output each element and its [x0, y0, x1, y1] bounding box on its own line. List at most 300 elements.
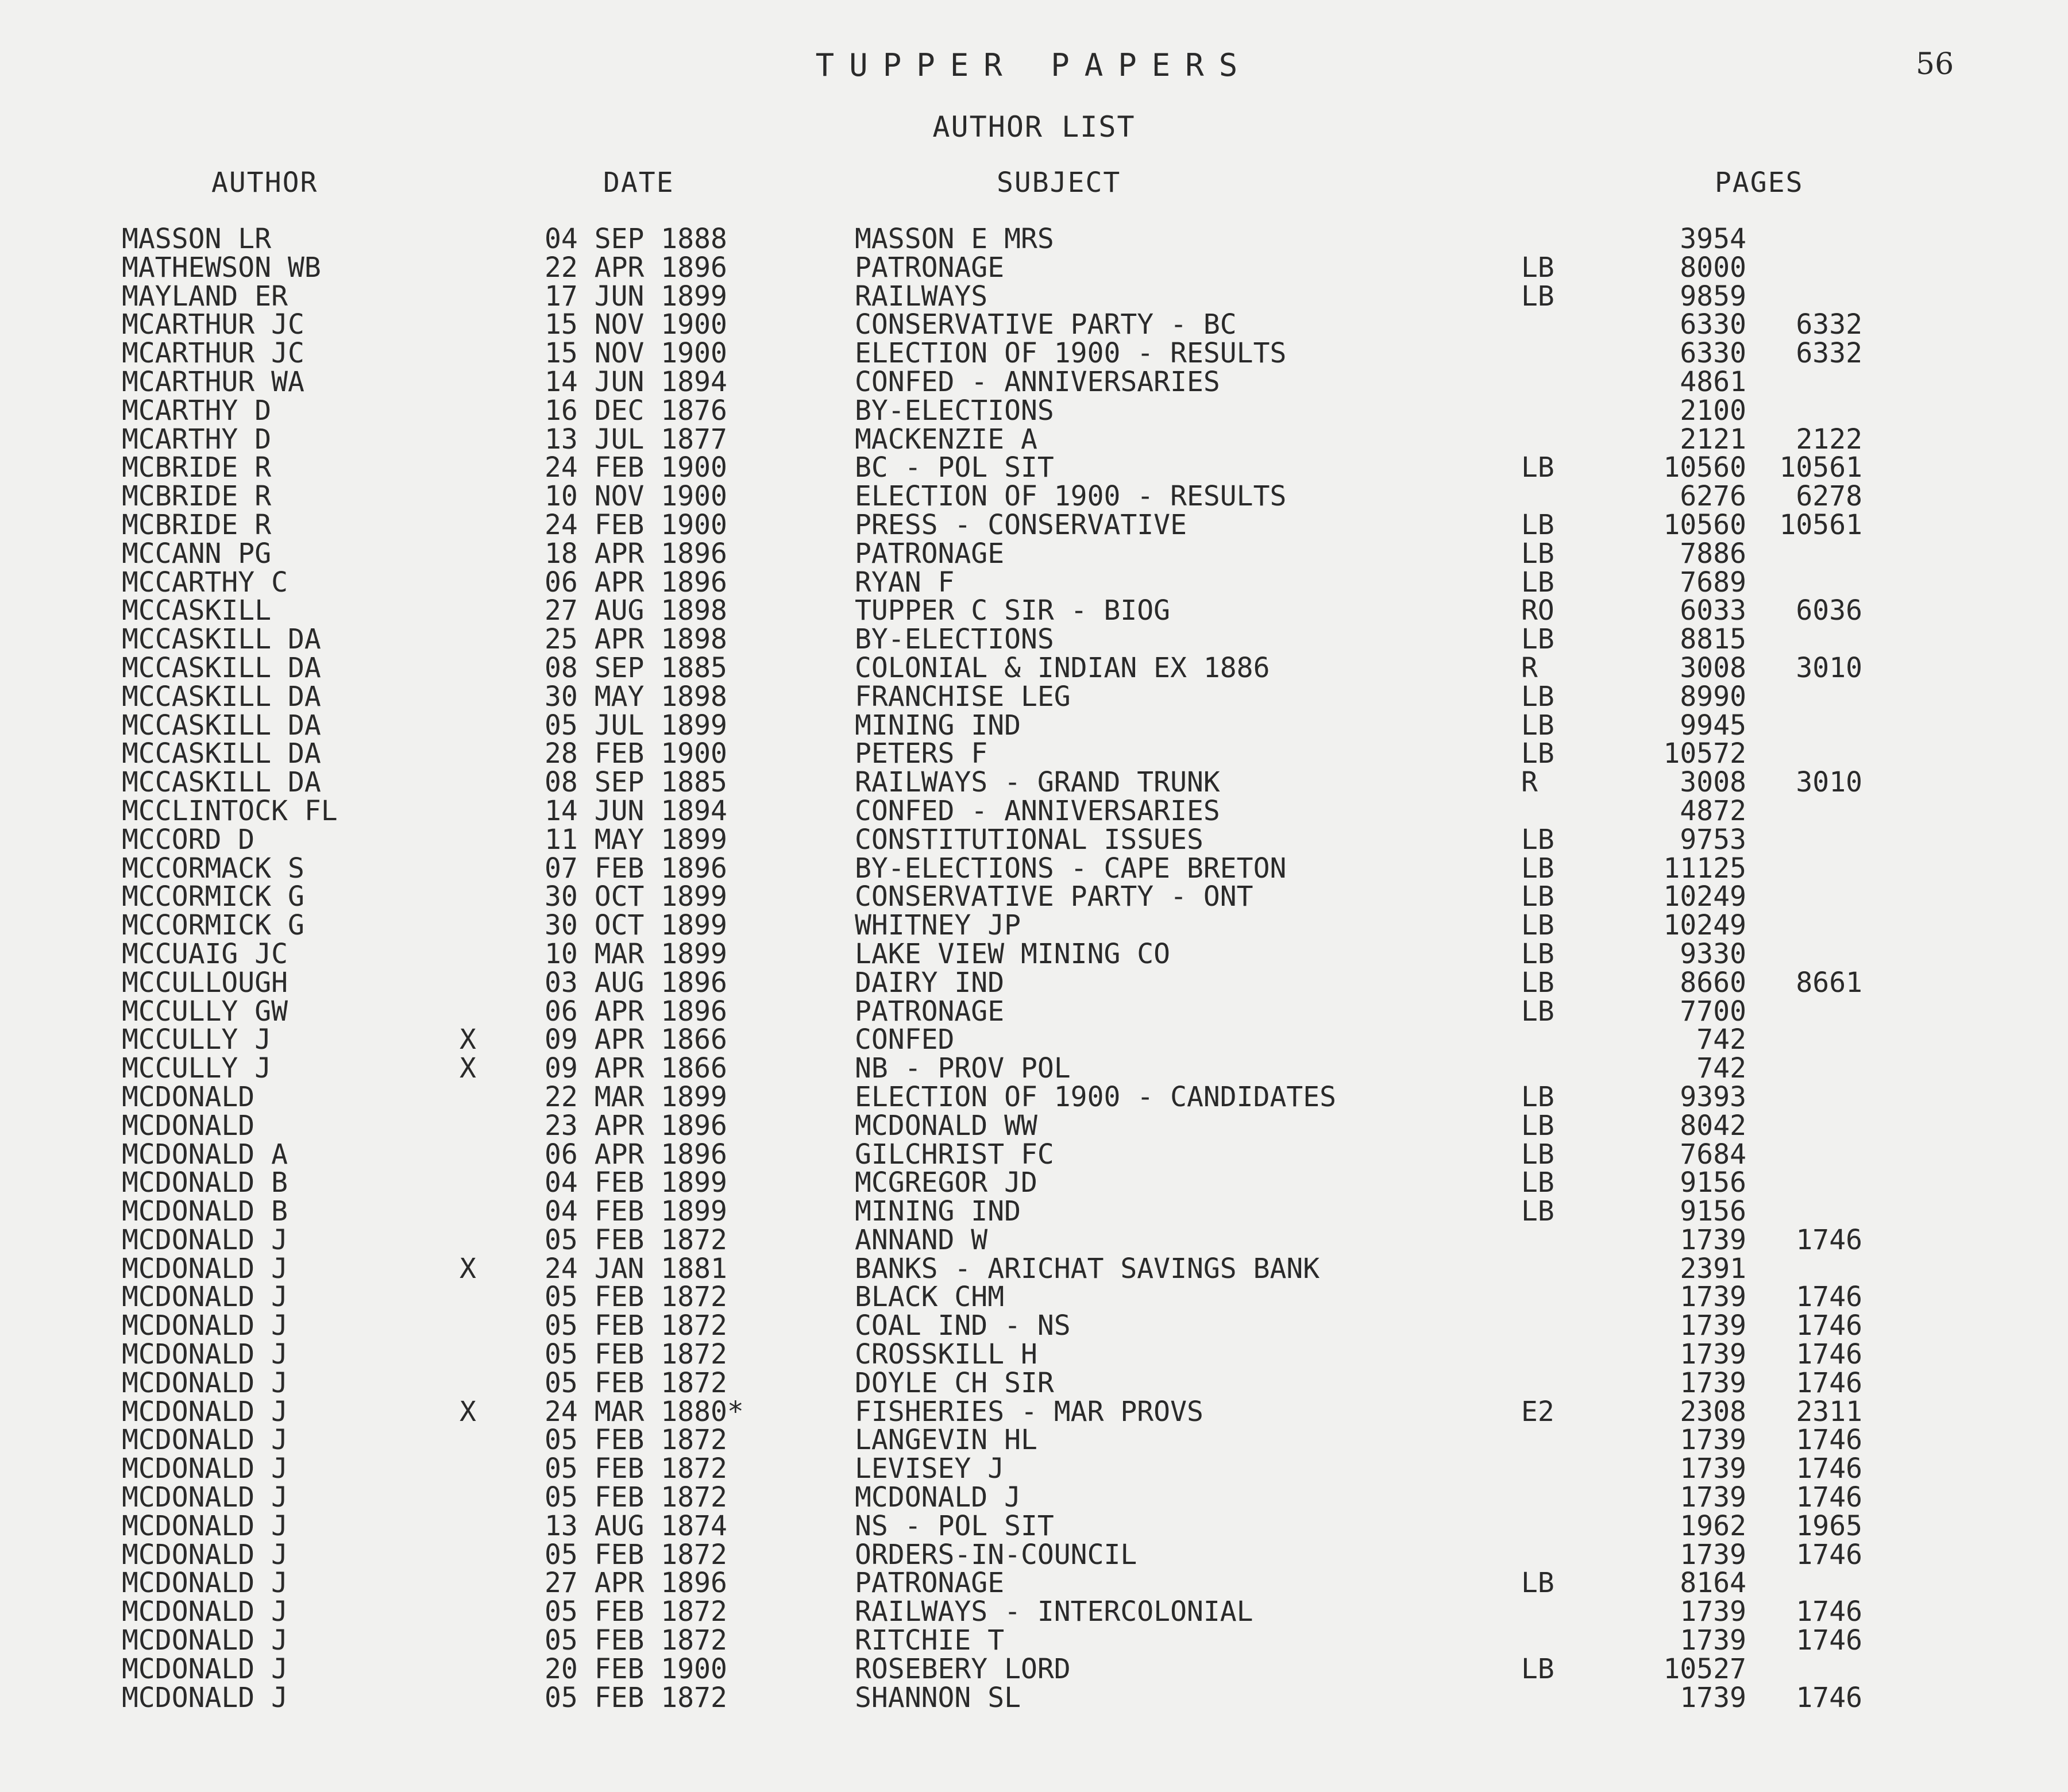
row-subject: DAIRY IND: [855, 966, 1005, 999]
row-subject: CONSERVATIVE PARTY - ONT: [855, 880, 1253, 913]
table-row: [0, 1252, 2068, 1285]
row-code: LB: [1521, 680, 1554, 713]
row-page-end: 1746: [1796, 1453, 1862, 1485]
row-date: 04 FEB 1899: [545, 1195, 727, 1228]
table-row: [0, 737, 2068, 770]
row-page-start: 1962: [1680, 1509, 1746, 1542]
row-page-start: 10249: [1663, 909, 1746, 942]
row-date: 05 FEB 1872: [545, 1281, 727, 1314]
row-page-start: 8164: [1680, 1567, 1746, 1600]
row-author: MCCASKILL: [122, 594, 272, 627]
row-page-start: 9156: [1680, 1195, 1746, 1228]
row-page-end: 3010: [1796, 766, 1862, 799]
row-code: LB: [1521, 251, 1554, 284]
row-page-end: 1746: [1796, 1596, 1862, 1628]
row-code: LB: [1521, 1195, 1554, 1228]
row-date: 05 FEB 1872: [545, 1596, 727, 1628]
row-author: MCDONALD J: [122, 1310, 288, 1342]
table-row: [0, 794, 2068, 827]
row-date: 24 JAN 1881: [545, 1252, 727, 1285]
row-code: LB: [1521, 1167, 1554, 1199]
table-row: [0, 852, 2068, 885]
table-row: [0, 594, 2068, 627]
table-row: [0, 1052, 2068, 1085]
row-page-start: 9859: [1680, 280, 1746, 312]
row-author: MCDONALD: [122, 1109, 255, 1142]
row-page-start: 6330: [1680, 337, 1746, 370]
row-page-start: 7689: [1680, 566, 1746, 598]
table-row: [0, 1395, 2068, 1428]
row-page-start: 8042: [1680, 1109, 1746, 1142]
row-author: MCARTHY D: [122, 394, 272, 427]
row-date: 05 FEB 1872: [545, 1481, 727, 1514]
row-author: MCDONALD J: [122, 1223, 288, 1256]
row-page-start: 2391: [1680, 1252, 1746, 1285]
row-subject: CONFED - ANNIVERSARIES: [855, 365, 1220, 398]
row-page-end: 1746: [1796, 1310, 1862, 1342]
table-row: [0, 394, 2068, 427]
row-page-start: 10249: [1663, 880, 1746, 913]
row-subject: DOYLE CH SIR: [855, 1366, 1054, 1399]
row-code: LB: [1521, 1080, 1554, 1113]
row-author: MCDONALD J: [122, 1509, 288, 1542]
row-x-mark: X: [460, 1052, 476, 1085]
row-page-start: 9156: [1680, 1167, 1746, 1199]
table-row: [0, 1509, 2068, 1542]
row-page-end: 6332: [1796, 337, 1862, 370]
row-page-start: 1739: [1680, 1338, 1746, 1371]
row-page-start: 10560: [1663, 508, 1746, 541]
row-page-start: 8990: [1680, 680, 1746, 713]
row-page-end: 8661: [1796, 966, 1862, 999]
row-subject: PATRONAGE: [855, 1567, 1005, 1600]
row-subject: BANKS - ARICHAT SAVINGS BANK: [855, 1252, 1320, 1285]
row-date: 18 APR 1896: [545, 537, 727, 570]
row-page-start: 9753: [1680, 823, 1746, 856]
row-subject: GILCHRIST FC: [855, 1138, 1054, 1171]
row-date: 22 APR 1896: [545, 251, 727, 284]
row-date: 05 FEB 1872: [545, 1424, 727, 1457]
row-page-end: 1746: [1796, 1338, 1862, 1371]
row-date: 06 APR 1896: [545, 566, 727, 598]
row-code: LB: [1521, 709, 1554, 741]
row-code: LB: [1521, 995, 1554, 1028]
table-row: [0, 768, 2068, 797]
row-author: MCDONALD J: [122, 1652, 288, 1685]
row-page-end: 1746: [1796, 1538, 1862, 1571]
row-page-end: 6278: [1796, 480, 1862, 513]
row-date: 05 FEB 1872: [545, 1538, 727, 1571]
row-page-end: 6332: [1796, 308, 1862, 341]
row-code: LB: [1521, 280, 1554, 312]
row-author: MCBRIDE R: [122, 508, 272, 541]
row-date: 13 AUG 1874: [545, 1509, 727, 1542]
row-code: LB: [1521, 623, 1554, 656]
row-author: MCDONALD B: [122, 1167, 288, 1199]
row-page-start: 6276: [1680, 480, 1746, 513]
row-subject: CONFED - ANNIVERSARIES: [855, 794, 1220, 827]
row-subject: TUPPER C SIR - BIOG: [855, 594, 1171, 627]
row-author: MCCLINTOCK FL: [122, 794, 338, 827]
table-row: [0, 1569, 2068, 1598]
row-page-start: 6330: [1680, 308, 1746, 341]
row-author: MCDONALD J: [122, 1681, 288, 1714]
row-subject: ANNAND W: [855, 1223, 988, 1256]
row-page-start: 1739: [1680, 1424, 1746, 1457]
row-page-end: 10561: [1779, 508, 1862, 541]
row-author: MCDONALD J: [122, 1453, 288, 1485]
row-page-end: 1746: [1796, 1366, 1862, 1399]
row-subject: RAILWAYS - INTERCOLONIAL: [855, 1596, 1253, 1628]
table-row: [0, 1338, 2068, 1371]
row-subject: ELECTION OF 1900 - CANDIDATES: [855, 1080, 1337, 1113]
row-author: MCDONALD B: [122, 1195, 288, 1228]
row-subject: RAILWAYS: [855, 280, 988, 312]
table-row: [0, 1080, 2068, 1113]
row-page-start: 9330: [1680, 937, 1746, 970]
row-code: LB: [1521, 852, 1554, 885]
row-code: R: [1521, 651, 1538, 684]
row-subject: MASSON E MRS: [855, 223, 1054, 255]
row-author: MCDONALD J: [122, 1481, 288, 1514]
row-author: MCCASKILL DA: [122, 709, 321, 741]
row-author: MCDONALD J: [122, 1538, 288, 1571]
row-date: 30 MAY 1898: [545, 680, 727, 713]
table-row: [0, 339, 2068, 368]
row-subject: MACKENZIE A: [855, 423, 1037, 455]
row-code: LB: [1521, 1567, 1554, 1600]
table-row: [0, 823, 2068, 856]
row-subject: LEVISEY J: [855, 1453, 1005, 1485]
row-page-start: 9393: [1680, 1080, 1746, 1113]
row-page-end: 1746: [1796, 1624, 1862, 1657]
row-author: MATHEWSON WB: [122, 251, 321, 284]
row-page-start: 7684: [1680, 1138, 1746, 1171]
row-date: 05 JUL 1899: [545, 709, 727, 741]
table-row: [0, 1026, 2068, 1055]
row-page-end: 1746: [1796, 1424, 1862, 1457]
row-author: MCDONALD J: [122, 1567, 288, 1600]
row-date: 07 FEB 1896: [545, 852, 727, 885]
row-page-start: 1739: [1680, 1281, 1746, 1314]
row-author: MCBRIDE R: [122, 480, 272, 513]
row-page-start: 1739: [1680, 1453, 1746, 1485]
row-code: LB: [1521, 566, 1554, 598]
row-code: LB: [1521, 451, 1554, 484]
page-subtitle: AUTHOR LIST: [932, 110, 1136, 144]
row-author: MCCULLY J: [122, 1024, 272, 1056]
row-page-end: 2122: [1796, 423, 1862, 455]
author-list-table: [0, 225, 2068, 1712]
row-author: MCCASKILL DA: [122, 737, 321, 770]
table-row: [0, 1366, 2068, 1399]
row-code: LB: [1521, 937, 1554, 970]
row-subject: BLACK CHM: [855, 1281, 1005, 1314]
row-author: MCCORD D: [122, 823, 255, 856]
row-page-end: 3010: [1796, 651, 1862, 684]
row-author: MCBRIDE R: [122, 451, 272, 484]
row-author: MCCUAIG JC: [122, 937, 288, 970]
table-row: [0, 365, 2068, 398]
row-subject: ELECTION OF 1900 - RESULTS: [855, 337, 1287, 370]
row-date: 15 NOV 1900: [545, 337, 727, 370]
row-page-start: 3008: [1680, 766, 1746, 799]
row-subject: MCGREGOR JD: [855, 1167, 1037, 1199]
table-row: [0, 280, 2068, 312]
row-date: 27 AUG 1898: [545, 594, 727, 627]
table-row: [0, 1426, 2068, 1455]
row-author: MCCORMICK G: [122, 880, 304, 913]
row-author: MCDONALD J: [122, 1424, 288, 1457]
row-date: 20 FEB 1900: [545, 1652, 727, 1685]
row-date: 04 FEB 1899: [545, 1167, 727, 1199]
row-page-start: 2308: [1680, 1395, 1746, 1428]
row-author: MCDONALD J: [122, 1596, 288, 1628]
table-row: [0, 508, 2068, 541]
row-author: MCDONALD J: [122, 1395, 288, 1428]
row-date: 24 FEB 1900: [545, 451, 727, 484]
table-row: [0, 1624, 2068, 1657]
table-row: [0, 482, 2068, 511]
row-page-start: 1739: [1680, 1681, 1746, 1714]
table-row: [0, 1312, 2068, 1341]
row-date: 06 APR 1896: [545, 995, 727, 1028]
row-date: 24 MAR 1880*: [545, 1395, 744, 1428]
row-date: 22 MAR 1899: [545, 1080, 727, 1113]
row-date: 25 APR 1898: [545, 623, 727, 656]
row-date: 10 NOV 1900: [545, 480, 727, 513]
row-date: 24 FEB 1900: [545, 508, 727, 541]
column-header-pages: PAGES: [1715, 167, 1804, 199]
table-row: [0, 451, 2068, 484]
table-row: [0, 1109, 2068, 1142]
row-page-start: 2121: [1680, 423, 1746, 455]
row-code: LB: [1521, 508, 1554, 541]
row-author: MCDONALD J: [122, 1338, 288, 1371]
row-code: LB: [1521, 880, 1554, 913]
row-date: 05 FEB 1872: [545, 1310, 727, 1342]
row-page-start: 10560: [1663, 451, 1746, 484]
row-author: MCDONALD: [122, 1080, 255, 1113]
row-date: 05 FEB 1872: [545, 1366, 727, 1399]
row-author: MCCORMICK G: [122, 909, 304, 942]
row-code: LB: [1521, 537, 1554, 570]
row-subject: MCDONALD J: [855, 1481, 1021, 1514]
row-date: 05 FEB 1872: [545, 1453, 727, 1485]
row-author: MCCULLY J: [122, 1052, 272, 1085]
row-page-start: 742: [1696, 1052, 1746, 1085]
row-author: MCCASKILL DA: [122, 766, 321, 799]
row-x-mark: X: [460, 1395, 476, 1428]
row-code: LB: [1521, 909, 1554, 942]
table-row: [0, 709, 2068, 741]
row-author: MCCORMACK S: [122, 852, 304, 885]
table-row: [0, 423, 2068, 455]
table-row: [0, 909, 2068, 942]
row-author: MCDONALD J: [122, 1624, 288, 1657]
row-date: 14 JUN 1894: [545, 794, 727, 827]
page-title: TUPPER PAPERS: [815, 47, 1253, 83]
row-subject: COLONIAL & INDIAN EX 1886: [855, 651, 1270, 684]
row-author: MCARTHUR WA: [122, 365, 304, 398]
row-code: LB: [1521, 1109, 1554, 1142]
row-page-start: 4861: [1680, 365, 1746, 398]
row-date: 27 APR 1896: [545, 1567, 727, 1600]
table-row: [0, 937, 2068, 970]
row-code: RO: [1521, 594, 1554, 627]
row-page-start: 1739: [1680, 1366, 1746, 1399]
row-date: 13 JUL 1877: [545, 423, 727, 455]
column-header-date: DATE: [603, 167, 674, 199]
row-page-end: 1746: [1796, 1481, 1862, 1514]
row-subject: PRESS - CONSERVATIVE: [855, 508, 1187, 541]
row-author: MCCASKILL DA: [122, 651, 321, 684]
row-author: MCDONALD J: [122, 1366, 288, 1399]
table-row: [0, 1223, 2068, 1256]
row-page-start: 1739: [1680, 1481, 1746, 1514]
row-subject: WHITNEY JP: [855, 909, 1021, 942]
row-date: 08 SEP 1885: [545, 651, 727, 684]
row-page-end: 2311: [1796, 1395, 1862, 1428]
table-row: [0, 1169, 2068, 1198]
table-row: [0, 880, 2068, 913]
row-page-start: 8660: [1680, 966, 1746, 999]
row-page-end: 1746: [1796, 1281, 1862, 1314]
row-page-start: 8000: [1680, 251, 1746, 284]
table-row: [0, 966, 2068, 999]
row-subject: CROSSKILL H: [855, 1338, 1037, 1371]
row-date: 15 NOV 1900: [545, 308, 727, 341]
row-subject: NS - POL SIT: [855, 1509, 1054, 1542]
table-row: [0, 1138, 2068, 1171]
row-code: LB: [1521, 966, 1554, 999]
row-page-start: 1739: [1680, 1596, 1746, 1628]
table-row: [0, 537, 2068, 570]
row-page-start: 742: [1696, 1024, 1746, 1056]
table-row: [0, 1652, 2068, 1685]
table-row: [0, 1481, 2068, 1514]
row-page-start: 1739: [1680, 1223, 1746, 1256]
row-subject: PATRONAGE: [855, 251, 1005, 284]
row-code: LB: [1521, 1138, 1554, 1171]
row-date: 23 APR 1896: [545, 1109, 727, 1142]
row-subject: MINING IND: [855, 709, 1021, 741]
row-subject: PATRONAGE: [855, 537, 1005, 570]
row-date: 05 FEB 1872: [545, 1624, 727, 1657]
row-page-start: 10527: [1663, 1652, 1746, 1685]
row-code: LB: [1521, 737, 1554, 770]
row-subject: CONSTITUTIONAL ISSUES: [855, 823, 1203, 856]
row-page-start: 1739: [1680, 1538, 1746, 1571]
table-row: [0, 625, 2068, 654]
row-page-start: 1739: [1680, 1310, 1746, 1342]
column-header-subject: SUBJECT: [997, 167, 1121, 199]
row-date: 04 SEP 1888: [545, 223, 727, 255]
table-row: [0, 1195, 2068, 1228]
row-author: MCARTHY D: [122, 423, 272, 455]
row-author: MCCANN PG: [122, 537, 272, 570]
row-author: MAYLAND ER: [122, 280, 288, 312]
row-code: E2: [1521, 1395, 1554, 1428]
row-page-end: 1965: [1796, 1509, 1862, 1542]
row-author: MCCASKILL DA: [122, 680, 321, 713]
row-page-start: 4872: [1680, 794, 1746, 827]
row-subject: FISHERIES - MAR PROVS: [855, 1395, 1203, 1428]
row-date: 05 FEB 1872: [545, 1223, 727, 1256]
row-page-start: 3008: [1680, 651, 1746, 684]
row-subject: BC - POL SIT: [855, 451, 1054, 484]
row-subject: LAKE VIEW MINING CO: [855, 937, 1171, 970]
row-author: MASSON LR: [122, 223, 272, 255]
row-subject: ELECTION OF 1900 - RESULTS: [855, 480, 1287, 513]
row-date: 05 FEB 1872: [545, 1338, 727, 1371]
row-subject: RITCHIE T: [855, 1624, 1005, 1657]
row-date: 30 OCT 1899: [545, 909, 727, 942]
row-page-start: 11125: [1663, 852, 1746, 885]
row-date: 09 APR 1866: [545, 1024, 727, 1056]
table-row: [0, 1283, 2068, 1312]
row-date: 06 APR 1896: [545, 1138, 727, 1171]
row-author: MCCULLY GW: [122, 995, 288, 1028]
row-author: MCCARTHY C: [122, 566, 288, 598]
row-subject: SHANNON SL: [855, 1681, 1021, 1714]
table-row: [0, 1598, 2068, 1627]
row-author: MCDONALD A: [122, 1138, 288, 1171]
row-author: MCCULLOUGH: [122, 966, 288, 999]
row-date: 16 DEC 1876: [545, 394, 727, 427]
row-page-start: 1739: [1680, 1624, 1746, 1657]
row-page-start: 7886: [1680, 537, 1746, 570]
row-code: LB: [1521, 823, 1554, 856]
table-row: [0, 651, 2068, 684]
row-code: LB: [1521, 1652, 1554, 1685]
row-subject: CONFED: [855, 1024, 955, 1056]
row-subject: BY-ELECTIONS: [855, 623, 1054, 656]
row-subject: ORDERS-IN-COUNCIL: [855, 1538, 1137, 1571]
row-page-start: 7700: [1680, 995, 1746, 1028]
row-date: 03 AUG 1896: [545, 966, 727, 999]
row-page-end: 10561: [1779, 451, 1862, 484]
table-row: [0, 225, 2068, 254]
table-row: [0, 680, 2068, 713]
row-subject: PETERS F: [855, 737, 988, 770]
row-author: MCDONALD J: [122, 1281, 288, 1314]
row-page-start: 3954: [1680, 223, 1746, 255]
row-subject: FRANCHISE LEG: [855, 680, 1071, 713]
row-date: 11 MAY 1899: [545, 823, 727, 856]
row-subject: LANGEVIN HL: [855, 1424, 1037, 1457]
row-date: 09 APR 1866: [545, 1052, 727, 1085]
row-subject: MINING IND: [855, 1195, 1021, 1228]
row-x-mark: X: [460, 1024, 476, 1056]
row-subject: BY-ELECTIONS - CAPE BRETON: [855, 852, 1287, 885]
row-page-start: 2100: [1680, 394, 1746, 427]
row-subject: COAL IND - NS: [855, 1310, 1071, 1342]
row-subject: NB - PROV POL: [855, 1052, 1071, 1085]
row-x-mark: X: [460, 1252, 476, 1285]
page-number: 56: [1916, 47, 1954, 82]
row-date: 14 JUN 1894: [545, 365, 727, 398]
row-date: 08 SEP 1885: [545, 766, 727, 799]
row-page-start: 10572: [1663, 737, 1746, 770]
column-header-author: AUTHOR: [211, 167, 318, 199]
row-date: 05 FEB 1872: [545, 1681, 727, 1714]
row-page-start: 6033: [1680, 594, 1746, 627]
row-author: MCDONALD J: [122, 1252, 288, 1285]
table-row: [0, 1455, 2068, 1484]
table-row: [0, 308, 2068, 341]
row-author: MCARTHUR JC: [122, 308, 304, 341]
